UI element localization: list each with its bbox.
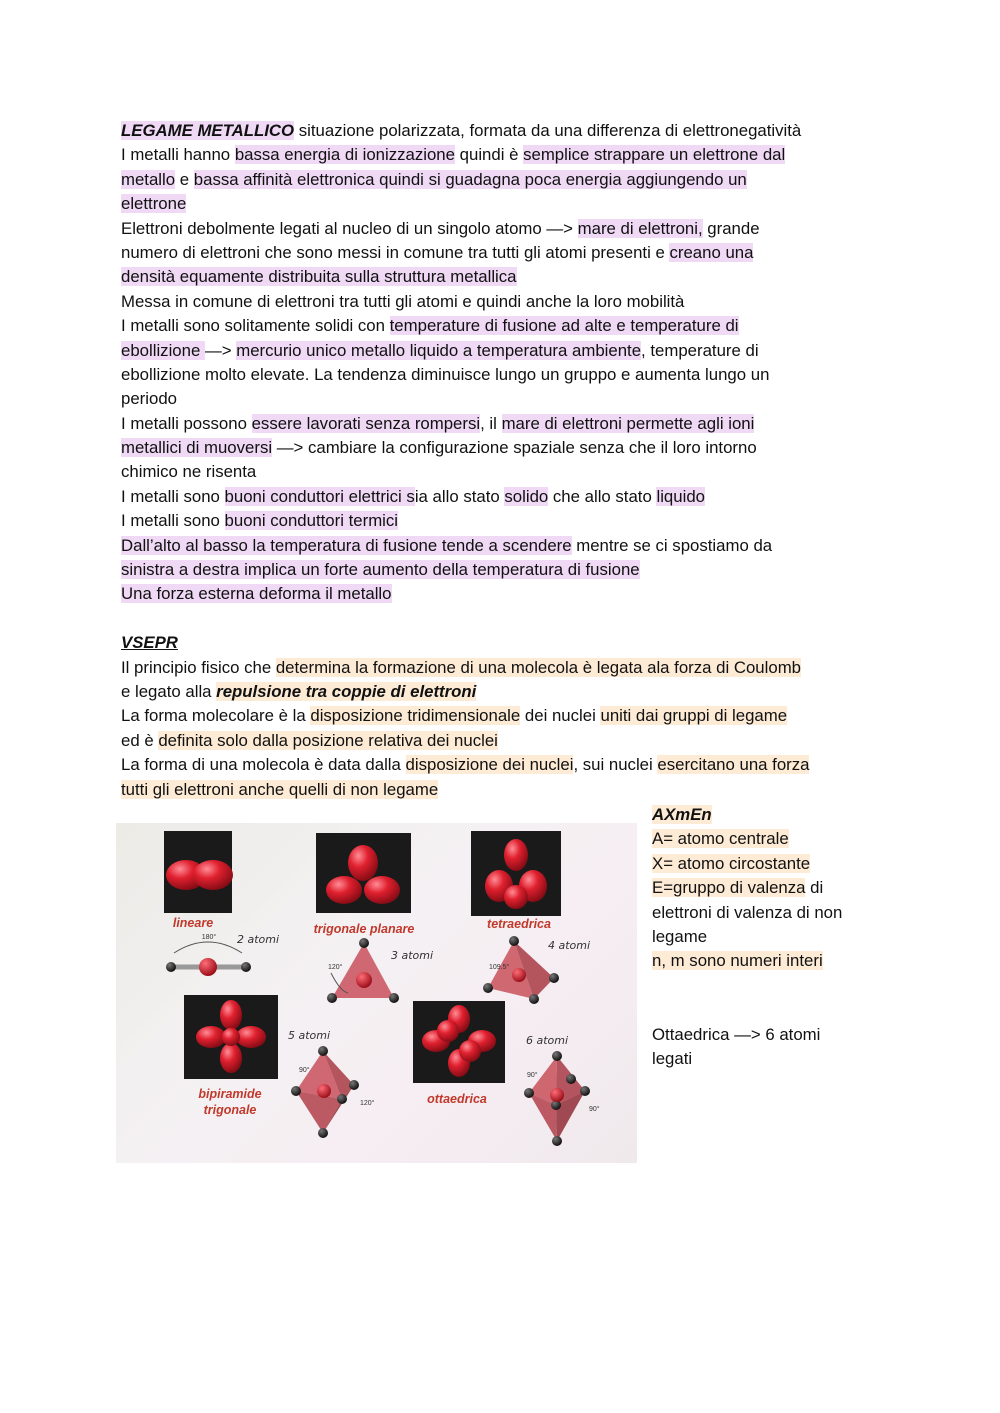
central-atom <box>356 972 372 988</box>
text-line <box>652 901 902 925</box>
highlight-span: A= atomo centrale <box>652 829 789 849</box>
text-line <box>652 803 902 827</box>
highlight-span: n, m sono numeri interi <box>652 951 823 971</box>
balloon-lobe <box>220 1000 242 1030</box>
text-line <box>121 534 901 558</box>
atom <box>483 983 493 993</box>
text-span: legati <box>652 1048 693 1068</box>
balloon-lobe <box>193 860 233 890</box>
angle-90b: 90° <box>527 1072 538 1079</box>
central-atom <box>512 968 526 982</box>
atom <box>580 1086 590 1096</box>
highlight-span: sinistra a destra implica un forte aumento della temperatura di fusione <box>121 560 640 580</box>
text-span: —> cambiare la configurazione spaziale senza che il loro intorno <box>272 438 757 458</box>
axmen-notes <box>652 803 902 1071</box>
highlight-span: elettrone <box>121 194 187 214</box>
highlight-span: mercurio unico metallo liquido a temperatura ambiente <box>236 340 642 360</box>
text-line <box>121 192 901 216</box>
atom <box>241 962 251 972</box>
text-span: La forma molecolare è la <box>121 706 311 726</box>
text-span: situazione polarizzata, formata da una differenza di elettronegatività <box>294 121 802 140</box>
text-line <box>121 143 901 167</box>
highlight-span: la forza di Coulomb <box>656 657 802 677</box>
balloon-lobe <box>348 845 378 881</box>
text-span: Il principio fisico che <box>121 657 276 677</box>
note-2-atoms: 2 atomi <box>237 933 280 946</box>
text-span: , sui nuclei <box>573 755 658 775</box>
text-span: I metalli sono solitamente solidi con <box>121 316 390 336</box>
label-ottaedrica: ottaedrica <box>427 1092 487 1106</box>
angle-180: 180° <box>201 934 217 941</box>
atom <box>566 1074 576 1084</box>
text-line <box>121 460 901 484</box>
highlight-span: temperature di fusione ad alte e temperature di <box>389 316 739 336</box>
text-line <box>121 363 901 387</box>
text-span: La forma di una molecola è data dalla <box>121 755 406 775</box>
central-atom <box>199 958 217 976</box>
text-line <box>121 753 901 777</box>
atom <box>389 993 399 1003</box>
text-span: quindi è <box>454 145 524 165</box>
highlight-span: mare di elettroni permette agli ioni <box>501 413 755 433</box>
atom <box>509 936 519 946</box>
highlight-span: solido <box>504 486 549 506</box>
text-line <box>652 852 902 876</box>
text-line <box>121 656 901 680</box>
label-bipiramide: bipiramide <box>198 1087 262 1101</box>
text-span: Elettroni debolmente legati al nucleo di un singolo atomo —> <box>121 218 578 238</box>
text-span: e <box>175 169 194 189</box>
atom <box>529 994 539 1004</box>
text-line <box>121 436 901 460</box>
highlight-span: determina la formazione di una molecola è legata a <box>275 657 657 677</box>
balloon-lobe <box>504 885 528 909</box>
angle-109: 109.5° <box>489 964 510 971</box>
note-5-atoms: 5 atomi <box>288 1029 331 1042</box>
highlight-span: buoni conduttori termici <box>224 511 399 531</box>
highlight-span: disposizione tridimensionale <box>310 706 521 726</box>
text-line <box>121 509 901 533</box>
vsepr-geometries-illustration <box>116 823 637 1163</box>
text-span: ebollizione molto elevate. La tendenza diminuisce lungo un gruppo e aumenta lungo un <box>121 364 770 384</box>
highlight-span: esercitano una forza <box>657 755 810 775</box>
axmen-title: AXmEn <box>652 805 712 824</box>
text-span: e legato alla <box>121 681 217 701</box>
highlight-span: X= atomo circostante <box>652 853 811 873</box>
highlight-span: mare di elettroni, <box>577 218 703 238</box>
label-trigonale-planare: trigonale planare <box>313 922 415 936</box>
text-span: dei nuclei <box>520 706 601 726</box>
vsepr-geometries-photo <box>116 823 637 1163</box>
text-line <box>121 582 901 606</box>
highlight-span: buoni conduttori elettrici s <box>224 486 415 506</box>
text-line <box>652 1047 902 1071</box>
label-tetraedrica: tetraedrica <box>487 917 551 931</box>
text-line <box>121 485 901 509</box>
atom <box>318 1128 328 1138</box>
text-span: che allo stato <box>548 486 657 506</box>
highlight-span: tutti gli elettroni anche quelli di non legame <box>121 779 439 799</box>
text-line <box>121 265 901 289</box>
highlight-span: uniti dai gruppi di legame <box>600 706 788 726</box>
text-line <box>121 387 901 411</box>
text-line <box>121 290 901 314</box>
text-span: I metalli sono <box>121 511 225 531</box>
text-span: legame <box>652 926 708 946</box>
balloon-lobe <box>220 1043 242 1073</box>
atom <box>337 1094 347 1104</box>
balloon-lobe <box>364 876 400 904</box>
highlight-span: creano una <box>669 242 754 262</box>
highlight-span: metallo <box>121 169 176 189</box>
note-4-atoms: 4 atomi <box>548 939 591 952</box>
balloon-lobe <box>236 1026 266 1048</box>
atom <box>318 1046 328 1056</box>
spacer <box>652 974 902 998</box>
text-span: ed è <box>121 730 159 750</box>
highlight-span: Una forza esterna deforma il metallo <box>121 584 392 604</box>
angle-120: 120° <box>328 964 343 971</box>
text-span: elettroni di valenza di non <box>652 902 843 922</box>
label-trigonale: trigonale <box>203 1103 257 1117</box>
atom <box>549 973 559 983</box>
text-span: , temperature di <box>641 340 759 360</box>
highlight-span: essere lavorati senza rompersi <box>251 413 481 433</box>
section-title-metallic-bond: LEGAME METALLICO <box>121 121 295 140</box>
text-line <box>652 827 902 851</box>
highlight-span: Dall’alto al basso la temperatura di fusione tende a scendere <box>121 535 572 555</box>
section-title-vsepr: VSEPR <box>121 633 178 653</box>
text-span: Ottaedrica —> 6 atomi <box>652 1024 821 1044</box>
text-line <box>121 704 901 728</box>
highlight-span: disposizione dei nuclei <box>405 755 574 775</box>
atom <box>359 938 369 948</box>
text-line <box>652 925 902 949</box>
text-span: I metalli sono <box>121 486 225 506</box>
text-span: ia allo stato <box>414 486 505 506</box>
text-span: mentre se ci spostiamo da <box>571 535 773 555</box>
text-line <box>121 778 901 802</box>
highlight-span: metallici di muoversi <box>121 438 273 458</box>
text-line <box>652 949 902 973</box>
atom <box>552 1136 562 1146</box>
text-line <box>121 680 901 704</box>
text-line <box>121 631 901 655</box>
text-line <box>652 876 902 900</box>
angle-arc <box>174 942 242 953</box>
text-line <box>121 729 901 753</box>
balloon-lobe <box>437 1020 459 1042</box>
central-atom <box>317 1084 331 1098</box>
text-line <box>121 119 901 143</box>
highlight-span: E=gruppo di valenza <box>652 878 806 898</box>
text-span: numero di elettroni che sono messi in comune tra tutti gli atomi presenti e <box>121 242 670 262</box>
angle-120b: 120° <box>360 1100 375 1107</box>
angle-90c: 90° <box>589 1106 600 1113</box>
text-span: di <box>805 878 824 898</box>
text-span: —> <box>204 340 237 360</box>
atom <box>524 1088 534 1098</box>
text-line <box>121 412 901 436</box>
note-6-atoms: 6 atomi <box>526 1034 569 1047</box>
note-3-atoms: 3 atomi <box>391 949 434 962</box>
text-span: I metalli possono <box>121 413 252 433</box>
text-span: I metalli hanno <box>121 145 235 165</box>
text-line <box>121 339 901 363</box>
highlight-span: liquido <box>656 486 705 506</box>
text-line <box>652 1023 902 1047</box>
atom <box>291 1086 301 1096</box>
atom <box>552 1051 562 1061</box>
highlight-span: repulsione tra coppie di elettroni <box>216 681 477 701</box>
text-span: grande <box>702 218 760 238</box>
text-span: chimico ne risenta <box>121 462 257 482</box>
balloon-lobe <box>196 1026 226 1048</box>
atom <box>349 1080 359 1090</box>
highlight-span: ebollizione <box>121 340 205 360</box>
highlight-span: semplice strappare un elettrone dal <box>523 145 786 165</box>
atom <box>166 962 176 972</box>
balloon-lobe <box>326 876 362 904</box>
text-span: , il <box>480 413 502 433</box>
atom <box>327 993 337 1003</box>
text-span: Messa in comune di elettroni tra tutti gli atomi e quindi anche la loro mobilità <box>121 291 685 311</box>
highlight-span: densità equamente distribuita sulla struttura metallica <box>121 267 517 287</box>
text-span: periodo <box>121 389 177 409</box>
metallic-bond-notes <box>121 119 901 802</box>
text-line <box>121 558 901 582</box>
balloon-lobe <box>459 1040 481 1062</box>
balloon-lobe <box>504 839 528 871</box>
balloon-lobe <box>222 1028 240 1046</box>
text-line <box>121 241 901 265</box>
central-atom <box>550 1088 564 1102</box>
spacer <box>121 607 901 631</box>
text-line <box>121 314 901 338</box>
spacer <box>652 998 902 1022</box>
highlight-span: bassa affinità elettronica quindi si guadagna poca energia aggiungendo un <box>193 169 747 189</box>
text-line <box>121 217 901 241</box>
text-line <box>121 168 901 192</box>
highlight-span: definita solo dalla posizione relativa dei nuclei <box>158 730 498 750</box>
highlight-span: bassa energia di ionizzazione <box>234 145 455 165</box>
label-lineare: lineare <box>172 916 214 930</box>
angle-90: 90° <box>299 1067 310 1074</box>
